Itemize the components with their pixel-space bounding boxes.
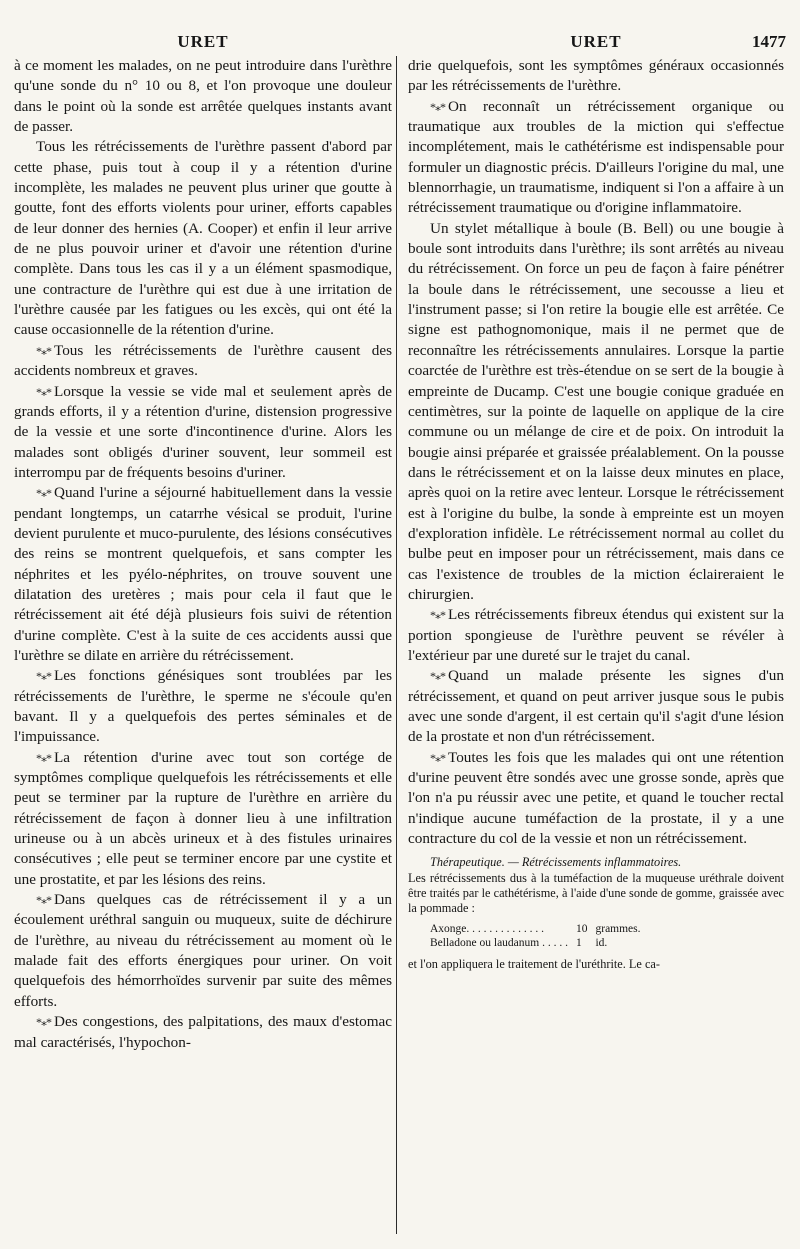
- paragraph: [408, 219, 784, 606]
- paragraph: [14, 666, 392, 747]
- asterism-icon: *⁎*: [36, 750, 51, 765]
- paragraph: [14, 137, 392, 340]
- section-text: Les rétrécissements dus à la tuméfaction de la muqueuse uréthrale doivent être traités par le cathétérisme, à l'aide d'une sonde de gomme, graissée avec la pommade :: [408, 870, 784, 916]
- asterism-icon: *⁎*: [36, 343, 51, 358]
- paragraph: [14, 382, 392, 484]
- paragraph-text: à ce moment les malades, on ne peut introduire dans l'urèthre qu'une sonde du n° 10 ou 8, et l'on provoque une douleur dans le point où la sonde est arrêtée quelques instants avant de passer.: [14, 57, 392, 136]
- formula-unit: grammes.: [595, 923, 641, 936]
- closing-line: et l'on appliquera le traitement de l'uréthrite. Le ca-: [408, 957, 660, 972]
- paragraph-text: Quand l'urine a séjourné habituellement dans la vessie pendant longtemps, un catarrhe vésical se produit, l'urine devient purulente et muco-purulente, des lésions consécutives des reins se montrent quelquefois, et sans compter les néphrites et les pyélo-néphrites, on trouve souvent une dilatation des uretères ; mais pour cela il faut que le rétrécissement ait été déjà plusieurs fois suivi de rétention d'urine complète. C'est à la suite de ces accidents aussi que l'urèthre se dilate en arrière du rétrécissement.: [14, 484, 392, 664]
- formula-qty: 1: [575, 937, 582, 950]
- paragraph: [408, 666, 784, 747]
- formula-unit: id.: [595, 937, 608, 950]
- paragraph-text: Des congestions, des palpitations, des maux d'estomac mal caractérisés, l'hypochon-: [14, 1013, 392, 1051]
- formula-row: [426, 922, 645, 936]
- paragraph-text: Lorsque la vessie se vide mal et seulement après de grands efforts, il y a rétention d'urine, distension progressive de la vessie et une sorte d'incontinence d'urine. Alors les malades sont obligés d'uriner souvent, leur sommeil est interrompu par de fréquents besoins d'uriner.: [14, 382, 392, 481]
- right-column: [408, 32, 784, 972]
- paragraph-text: Quand un malade présente les signes d'un rétrécissement, et quand on peut arriver jusque sous le pubis avec une sonde d'argent, il est certain qu'il s'agit d'une lésion de la prostate et non d'un rétrécissement.: [408, 667, 784, 746]
- paragraph-text: drie quelquefois, sont les symptômes généraux occasionnés par les rétrécissements de l'urèthre.: [408, 57, 784, 95]
- page-number: 1477: [752, 32, 786, 51]
- formula-row: [426, 936, 645, 950]
- formula-name: Axonge. . . . . . . . . . . . . .: [430, 923, 545, 936]
- formula-name: Belladone ou laudanum . . . . .: [430, 937, 568, 950]
- paragraph: [14, 341, 392, 382]
- formula-table: [426, 922, 645, 950]
- paragraph-text: La rétention d'urine avec tout son cortége de symptômes complique quelquefois les rétrécissements et elle peut se terminer par la rupture de l'urèthre en arrière du rétrécissement de façon à donner lieu à une infiltration urineuse ou à un abcès urineux et à des fistules urinaires consécutives ; elle peut se terminer encore par une cystite et une prostatite, et par les lésions des reins.: [14, 748, 392, 888]
- asterism-icon: *⁎*: [36, 1015, 51, 1030]
- running-head-left: URET: [177, 32, 229, 51]
- left-column: [14, 32, 392, 1053]
- section-heading: Thérapeutique. — Rétrécissements inflammatoires.: [430, 855, 682, 870]
- paragraph-text: Dans quelques cas de rétrécissement il y a un écoulement uréthral sanguin ou muqueux, suite de déchirure de l'urèthre, au niveau du rétrécissement au moment où le malade fait des efforts énergiques pour uriner. On voit quelquefois des hémorrhoïdes survenir par suite des mêmes efforts.: [14, 891, 392, 1010]
- paragraph-text: Tous les rétrécissements de l'urèthre passent d'abord par cette phase, puis tout à coup il y a rétention d'urine incomplète, les malades ne peuvent plus uriner que goutte à goutte, font des efforts violents pour uriner, efforts capables de leur donner des hernies (A. Cooper) et enfin il leur arrive de ne plus pouvoir uriner et d'avoir une rétention d'urine complète. Dans tous les cas il y a un élément spasmodique, une contracture de l'urèthre qui est due à une irritation de l'urèthre causée par les fatigues ou les excès, qui ont été la cause occasionnelle de la rétention d'urine.: [14, 138, 392, 339]
- asterism-icon: *⁎*: [430, 750, 445, 765]
- paragraph-text: Tous les rétrécissements de l'urèthre causent des accidents nombreux et graves.: [14, 341, 392, 380]
- paragraph: [14, 1012, 392, 1053]
- paragraph-text: Les fonctions génésiques sont troublées par les rétrécissements de l'urèthre, le sperme ne s'écoule qu'en bavant. Il y a quelquefois des pertes séminales et de l'impuissance.: [14, 667, 392, 746]
- paragraph-text: On reconnaît un rétrécissement organique ou traumatique aux troubles de la miction qui s'effectue incomplétement, mais le cathétérisme est indispensable pour formuler un diagnostic précis. D'ailleurs l'origine du mal, une blennorrhagie, un traumatisme, indiquent si l'on a affaire à un rétrécissement traumatique ou d'origine inflammatoire.: [408, 97, 784, 217]
- paragraph: [14, 483, 392, 666]
- paragraph: [14, 890, 392, 1012]
- column-divider: [396, 56, 397, 1234]
- paragraph: [408, 605, 784, 666]
- asterism-icon: *⁎*: [430, 608, 445, 623]
- asterism-icon: *⁎*: [430, 669, 445, 684]
- paragraph-text: Les rétrécissements fibreux étendus qui existent sur la portion spongieuse de l'urèthre peuvent se révéler à l'extérieur par une dureté sur le trajet du canal.: [408, 606, 784, 664]
- asterism-icon: *⁎*: [36, 384, 51, 399]
- paragraph-text: Un stylet métallique à boule (B. Bell) ou une bougie à boule sont introduits dans l'urèthre; ils sont arrêtés au niveau du rétrécissement. On force un peu de façon à faire pénétrer la boule dans le rétrécissement, une secousse a lieu et l'instrument passe; si l'on retire la bougie elle est arrêtée. Ce signe est pathognomonique, mais il ne permet que de reconnaître les rétrécissements annulaires. Lorsque la partie coarctée de l'urèthre est très-étendue on se sert de la bougie à empreinte de Ducamp. C'est une bougie conique graduée en centimètres, sur la pointe de laquelle on applique de la cire commune ou un mélange de cire et de poix. On introduit la bougie ainsi préparée et graissée préalablement. On la pousse dans le rétrécissement et on la laisse deux minutes en place, après quoi on la retire avec lenteur. Lorsque le rétrécissement est à l'origine du bulbe, la sonde à empreinte est un moyen d'exploration infidèle. Le rétrécissement normal au collet du bulbe peut en imposer pour un rétrécissement, mais dans ce cas l'existence de troubles de la miction éclaireraient le chirurgien.: [408, 219, 784, 603]
- paragraph: [408, 97, 784, 219]
- asterism-icon: *⁎*: [36, 486, 51, 501]
- paragraph: [408, 748, 784, 850]
- therapeutics-section: [408, 855, 784, 950]
- asterism-icon: *⁎*: [36, 669, 51, 684]
- paragraph-text: Toutes les fois que les malades qui ont une rétention d'urine peuvent être sondés avec une grosse sonde, après que l'on n'a pu réussir avec une petite, et quand le toucher rectal n'indique aucune tuméfaction de la prostate, il y a une contracture du col de la vessie et non un rétrécissement.: [408, 748, 784, 848]
- asterism-icon: *⁎*: [36, 893, 51, 908]
- paragraph: [14, 748, 392, 890]
- paragraph: [408, 56, 784, 97]
- formula-qty: 10: [575, 923, 588, 936]
- paragraph: [14, 56, 392, 137]
- asterism-icon: *⁎*: [430, 99, 445, 114]
- running-head-right: URET: [570, 32, 622, 51]
